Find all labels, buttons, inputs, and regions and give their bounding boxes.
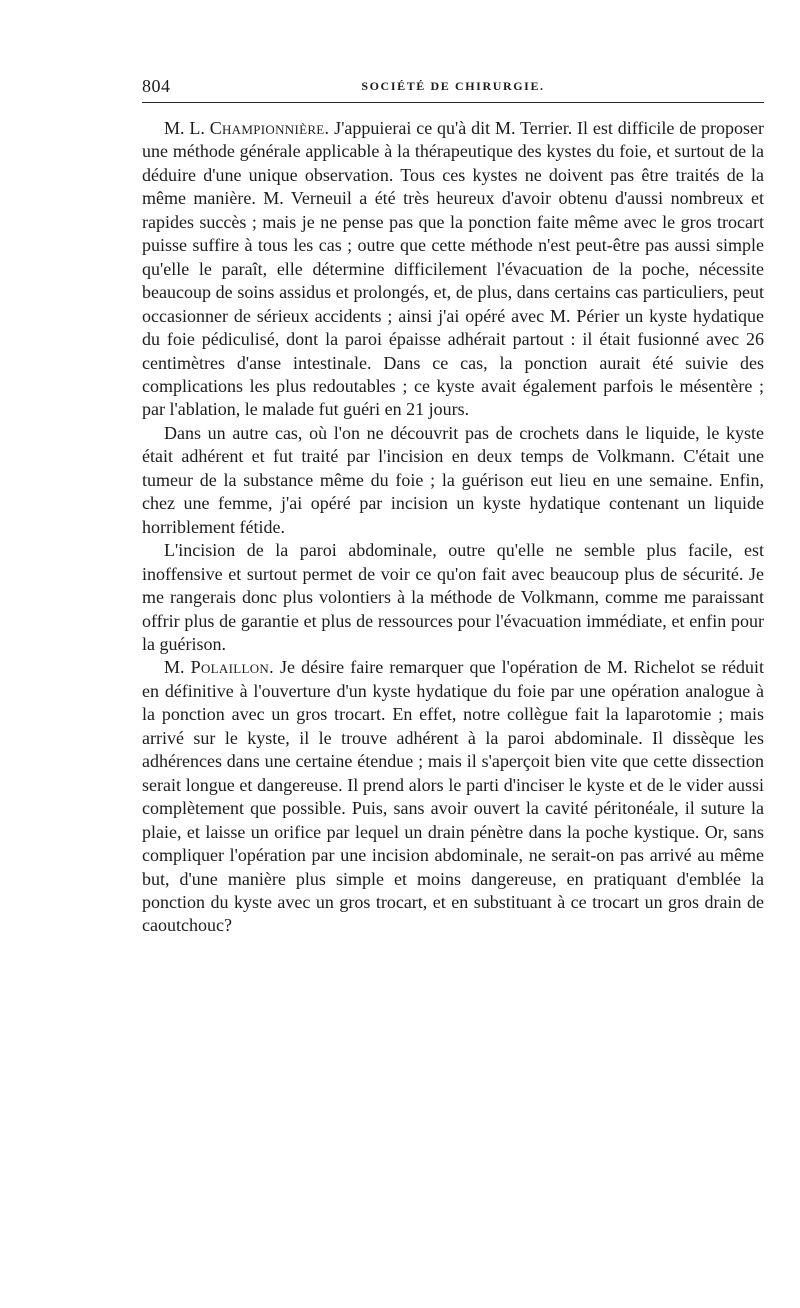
paragraph-second-case: [142, 422, 764, 539]
running-head: [142, 72, 764, 103]
speaker-name: Championnière.: [209, 118, 330, 138]
paragraph-text: Dans un autre cas, où l'on ne découvrit pas de crochets dans le liquide, le kyste était adhérent et fut traité par l'incision en deux temps de Volkmann. C'était une tumeur de la substance même du foie ; la guérison eut lieu en une semaine. Enfin, chez une femme, j'ai opéré par incision un kyste hydatique contenant un liquide horriblement fétide.: [142, 422, 764, 537]
page-number: 804: [142, 76, 171, 96]
paragraph-text: J'appuierai ce qu'à dit M. Terrier. Il est difficile de proposer une méthode générale applicable à la thérapeutique des kystes du foie, et surtout de la déduire d'une unique observation. Tous ces kystes ne doivent pas être traités de la même manière. M. Verneuil a été très heureux d'avoir obtenu d'aussi nombreux et rapides succès ; mais je ne pense pas que la ponction faite même avec le gros trocart puisse suffire à tous les cas ; outre que cette méthode n'est peut-être pas aussi simple qu'elle le paraît, elle détermine difficilement l'évacuation de la poche, nécessite beaucoup de soins assidus et prolongés, et, de plus, dans certains cas particuliers, peut occasionner de sérieux accidents ; ainsi j'ai opéré avec M. Périer un kyste hydatique du foie pédiculisé, dont la paroi épaisse adhérait partout : il était fusionné avec 26 centimètres d'anse intestinale. Dans ce cas, la ponction aurait été suivie des complications les plus redoutables ; ce kyste avait également parfois le mésentère ; par l'ablation, le malade fut guéri en 21 jours.: [142, 118, 765, 420]
paragraph-text: L'incision de la paroi abdominale, outre qu'elle ne semble plus facile, est inoffensive et surtout permet de voir ce qu'on fait avec beaucoup plus de sécurité. Je me rangerais donc plus volontiers à la méthode de Volkmann, comme me paraissant offrir plus de garantie et plus de ressources pour l'évacuation immédiate, et enfin pour la guérison.: [142, 540, 764, 654]
book-page: [142, 72, 764, 938]
paragraph-polaillon: [142, 656, 764, 937]
paragraph-championniere: [142, 117, 764, 422]
paragraph-text: Je désire faire remarquer que l'opération de M. Richelot se réduit en définitive à l'ouverture d'un kyste hydatique du foie par une opération analogue à la ponction avec un gros trocart. En effet, notre collègue fait la laparotomie ; mais arrivé sur le kyste, il le trouve adhérent à la paroi abdominale. Il dissèque les adhérences dans une certaine étendue ; mais il s'aperçoit bien vite que cette dissection serait longue et dangereuse. Il prend alors le parti d'inciser le kyste et de le vider aussi complètement que possible. Puis, sans avoir ouvert la cavité péritonéale, il suture la plaie, et laisse un orifice par lequel un drain pénètre dans la poche kystique. Or, sans compliquer l'opération par une incision abdominale, ne serait-on pas arrivé au même but, d'une manière plus simple et moins dangereuse, en pratiquant d'emblée la ponction du kyste avec un gros trocart, et en substituant à ce trocart un gros drain de caoutchouc?: [142, 657, 764, 936]
journal-title: SOCIÉTÉ DE CHIRURGIE.: [361, 79, 545, 93]
speaker-name: Polaillon.: [190, 657, 274, 678]
speaker-prefix: M. L.: [164, 118, 210, 138]
body-text: [142, 117, 764, 938]
paragraph-incision: [142, 539, 764, 656]
speaker-prefix: M.: [164, 657, 191, 678]
